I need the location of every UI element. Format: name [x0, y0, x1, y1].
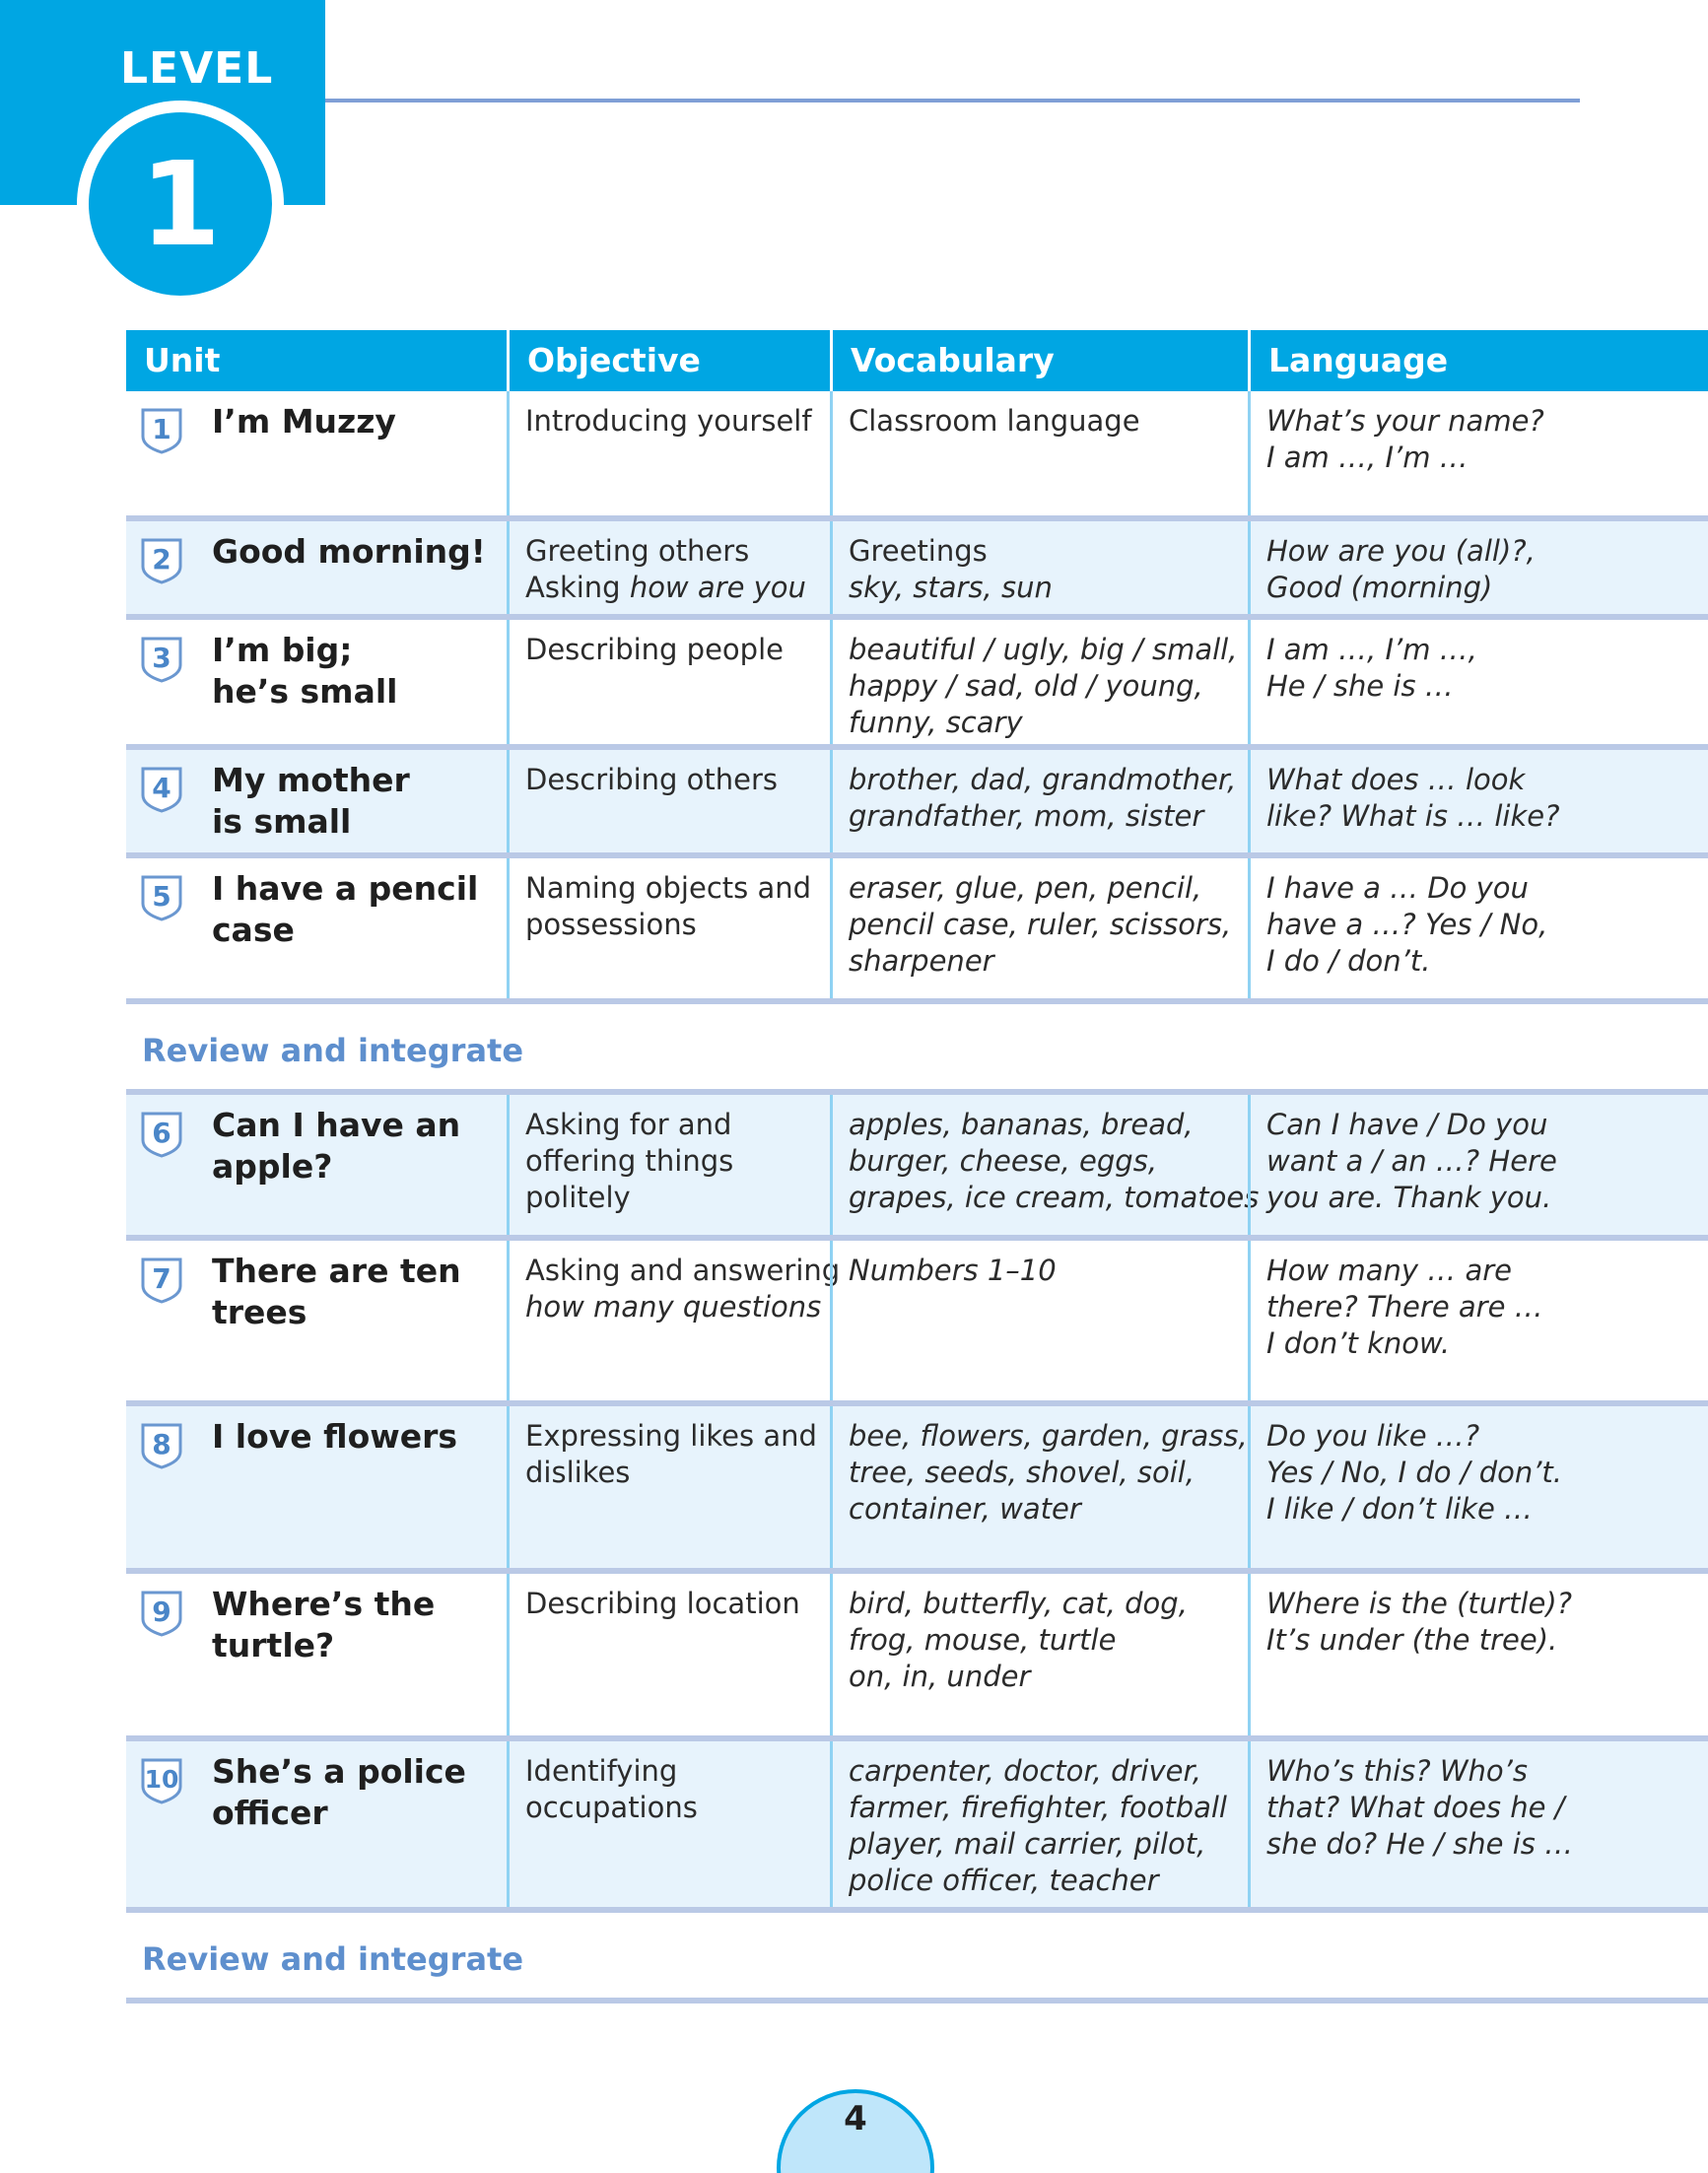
table-row: [126, 391, 1708, 521]
unit-number-badge: 7: [140, 1256, 183, 1304]
language-cell: What does … look like? What is … like?: [1248, 750, 1708, 852]
vocabulary-cell: bird, butterfly, cat, dog, frog, mouse, turtle on, in, under: [830, 1574, 1248, 1735]
objective-cell: Identifying occupations: [507, 1741, 830, 1907]
language-cell: Where is the (turtle)? It’s under (the tree).: [1248, 1574, 1708, 1735]
language-cell: I am …, I’m …, He / she is …: [1248, 620, 1708, 744]
table-row: [126, 858, 1708, 1004]
table-row: [126, 1574, 1708, 1741]
unit-title: There are ten trees: [212, 1252, 461, 1331]
level-label: LEVEL: [120, 43, 274, 94]
objective-cell: Expressing likes and dislikes: [507, 1406, 830, 1568]
unit-cell: [126, 858, 507, 998]
unit-title: Can I have an apple?: [212, 1106, 461, 1186]
vocabulary-cell: carpenter, doctor, driver, farmer, firefighter, football player, mail carrier, pilot, police officer, teacher: [830, 1741, 1248, 1907]
objective-cell: Greeting others Asking how are you: [507, 521, 830, 614]
unit-number-badge: 3: [140, 636, 183, 683]
table-row: [126, 1095, 1708, 1241]
unit-title: I’m Muzzy: [212, 402, 396, 441]
language-cell: How are you (all)?, Good (morning): [1248, 521, 1708, 614]
vocabulary-cell: brother, dad, grandmother, grandfather, mom, sister: [830, 750, 1248, 852]
table-row: [126, 521, 1708, 620]
review-row: [126, 1004, 1708, 1095]
table-row: [126, 620, 1708, 750]
objective-cell: Describing location: [507, 1574, 830, 1735]
objective-cell: Naming objects and possessions: [507, 858, 830, 998]
unit-number-badge: 6: [140, 1111, 183, 1158]
language-cell: Who’s this? Who’s that? What does he / she do? He / she is …: [1248, 1741, 1708, 1907]
unit-cell: [126, 1241, 507, 1400]
level-number: 1: [89, 112, 272, 296]
unit-cell: [126, 391, 507, 515]
header-objective: Objective: [507, 330, 830, 391]
unit-number-badge: 9: [140, 1590, 183, 1637]
unit-number-badge: 1: [140, 407, 183, 454]
header-vocabulary: Vocabulary: [830, 330, 1248, 391]
unit-number-badge: 5: [140, 874, 183, 921]
unit-number-badge: 8: [140, 1422, 183, 1469]
unit-title: She’s a police officer: [212, 1752, 466, 1832]
review-row: [126, 1913, 1708, 2003]
table-row: [126, 750, 1708, 858]
header-rule: [325, 99, 1580, 102]
unit-cell: [126, 1741, 507, 1907]
page-number: 4: [844, 2099, 867, 2139]
unit-title: My mother is small: [212, 761, 410, 841]
objective-cell: Introducing yourself: [507, 391, 830, 515]
objective-cell: Asking for and offering things politely: [507, 1095, 830, 1235]
unit-title: I love flowers: [212, 1417, 458, 1456]
objective-cell: Asking and answering how many questions: [507, 1241, 830, 1400]
unit-cell: [126, 1574, 507, 1735]
table-row: [126, 1241, 1708, 1406]
language-cell: How many … are there? There are … I don’t know.: [1248, 1241, 1708, 1400]
scope-table: [126, 330, 1708, 2003]
unit-number-badge: 2: [140, 537, 183, 584]
vocabulary-cell: apples, bananas, bread, burger, cheese, eggs, grapes, ice cream, tomatoes: [830, 1095, 1248, 1235]
objective-cell: Describing others: [507, 750, 830, 852]
vocabulary-cell: eraser, glue, pen, pencil, pencil case, ruler, scissors, sharpener: [830, 858, 1248, 998]
vocabulary-cell: Greetings sky, stars, sun: [830, 521, 1248, 614]
unit-number-badge: 4: [140, 766, 183, 813]
unit-title: Where’s the turtle?: [212, 1585, 436, 1664]
language-cell: I have a … Do you have a …? Yes / No, I do / don’t.: [1248, 858, 1708, 998]
table-row: [126, 1741, 1708, 1913]
table-header: [126, 330, 1708, 391]
unit-number-badge: 10: [140, 1757, 183, 1804]
unit-cell: [126, 1095, 507, 1235]
header-language: Language: [1248, 330, 1708, 391]
review-label: Review and integrate: [142, 1032, 524, 1069]
unit-cell: [126, 1406, 507, 1568]
language-cell: Do you like …? Yes / No, I do / don’t. I like / don’t like …: [1248, 1406, 1708, 1568]
vocabulary-cell: Numbers 1–10: [830, 1241, 1248, 1400]
language-cell: What’s your name? I am …, I’m …: [1248, 391, 1708, 515]
unit-title: I have a pencil case: [212, 869, 479, 949]
language-cell: Can I have / Do you want a / an …? Here you are. Thank you.: [1248, 1095, 1708, 1235]
unit-title: Good morning!: [212, 532, 486, 571]
unit-cell: [126, 750, 507, 852]
unit-cell: [126, 521, 507, 614]
unit-cell: [126, 620, 507, 744]
table-row: [126, 1406, 1708, 1574]
vocabulary-cell: beautiful / ugly, big / small, happy / sad, old / young, funny, scary: [830, 620, 1248, 744]
vocabulary-cell: bee, flowers, garden, grass, tree, seeds, shovel, soil, container, water: [830, 1406, 1248, 1568]
header-unit: Unit: [144, 341, 221, 379]
vocabulary-cell: Classroom language: [830, 391, 1248, 515]
objective-cell: Describing people: [507, 620, 830, 744]
review-label: Review and integrate: [142, 1940, 524, 1978]
unit-title: I’m big; he’s small: [212, 631, 398, 711]
